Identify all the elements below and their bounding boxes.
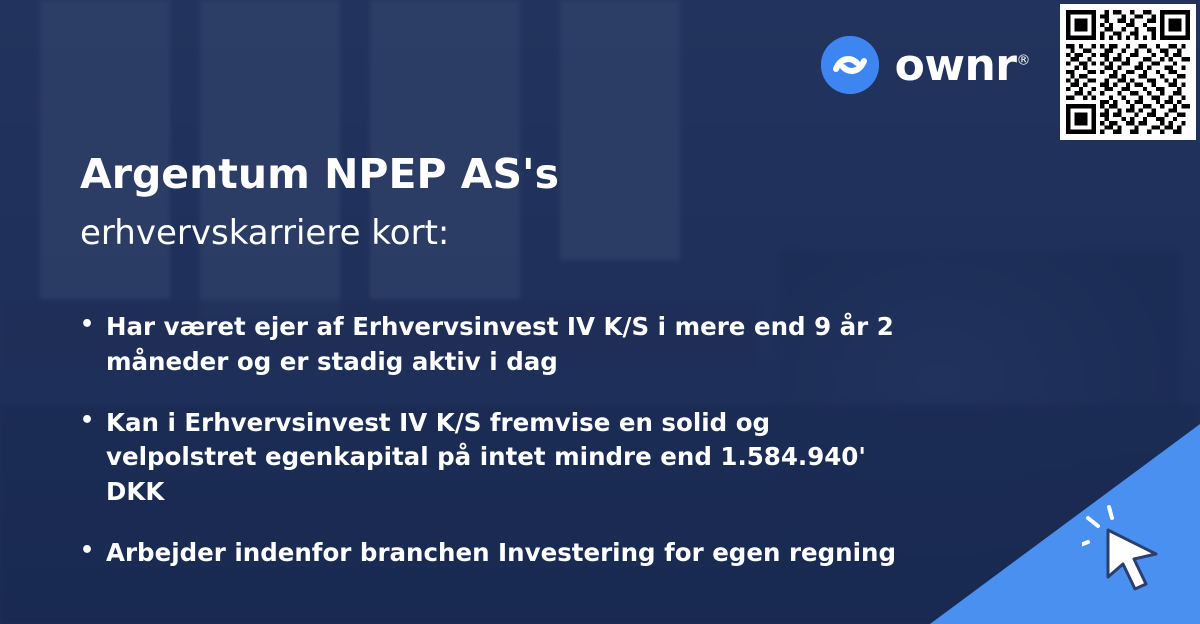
list-item: • Kan i Erhvervsinvest IV K/S fremvise en solid og velpolstret egenkapital på intet mindre end 1.584.940' DKK bbox=[80, 406, 920, 510]
list-item: • Arbejder indenfor branchen Investering for egen regning bbox=[80, 536, 920, 571]
brand-logo bbox=[821, 36, 1030, 94]
page-subtitle: erhvervskarriere kort: bbox=[80, 213, 450, 253]
brand-name-text: ownr bbox=[894, 39, 1017, 91]
mouse-cursor-click-icon bbox=[1082, 504, 1172, 594]
registered-trademark-symbol: ® bbox=[1016, 51, 1030, 68]
highlights-list bbox=[80, 310, 920, 597]
brand-name bbox=[895, 40, 1030, 91]
list-item: • Har været ejer af Erhvervsinvest IV K/S i mere end 9 år 2 måneder og er stadig aktiv i dag bbox=[80, 310, 920, 380]
qr-code-icon bbox=[1060, 4, 1196, 140]
ownr-circle-logo-icon bbox=[821, 36, 879, 94]
page-title: Argentum NPEP AS's bbox=[80, 150, 559, 198]
